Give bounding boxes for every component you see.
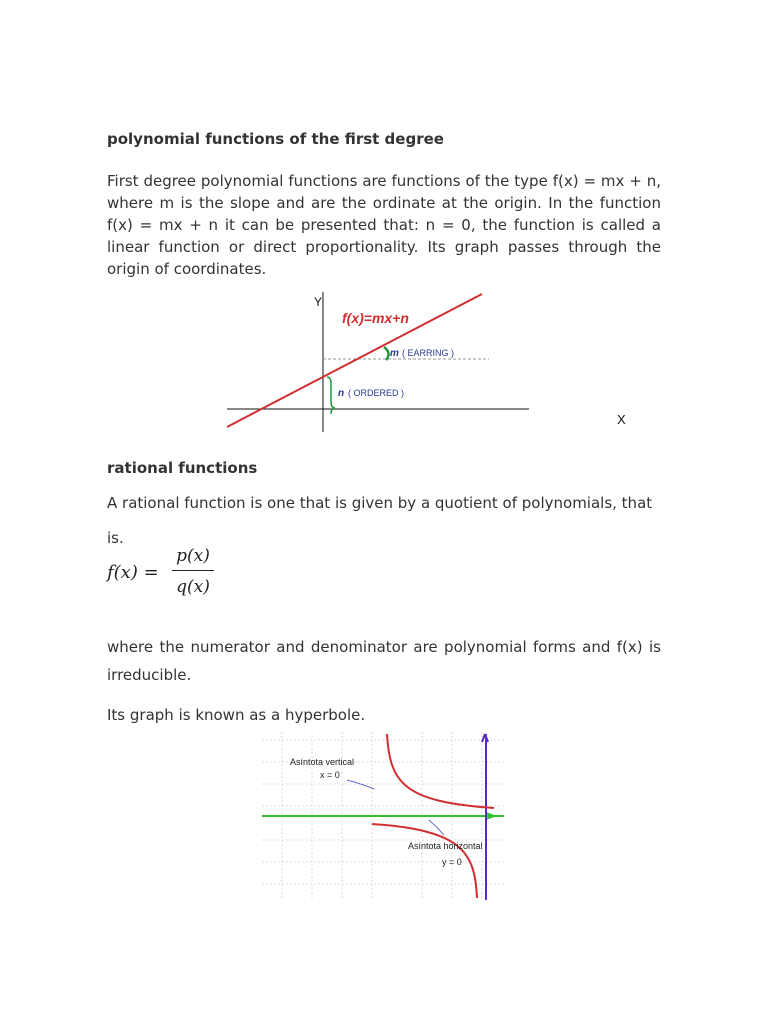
intercept-note: ( ORDERED ) — [348, 388, 404, 398]
linear-function-graph — [227, 292, 647, 440]
slope-letter: m — [390, 348, 399, 359]
y-axis-label: Y — [314, 295, 323, 309]
rational-intro-line: A rational function is one that is given by a quotient of polynomials, that — [107, 494, 653, 512]
horizontal-asymptote-equation: y = 0 — [442, 857, 462, 867]
heading-rational-functions: rational functions — [107, 459, 258, 477]
rational-intro-continued: is. — [107, 529, 124, 547]
rational-function-formula — [107, 540, 227, 602]
paragraph-first-degree: First degree polynomial functions are functions of the type f(x) = mx + n, where m is the slope and are the ordinate at the origin. In the function f(x) = mx + n it can be presented that: n = 0, the function is called a linear function or direct proportionality. Its graph passes through the origin of coordinates. — [107, 172, 661, 278]
hyperbola-graph — [262, 732, 504, 900]
function-label: f(x)=mx+n — [342, 310, 409, 326]
x-axis-label: X — [617, 412, 626, 427]
formula-numerator: p(x) — [176, 546, 210, 566]
intercept-letter: n — [338, 388, 345, 399]
formula-fraction-bar — [172, 570, 214, 571]
vertical-asymptote-equation: x = 0 — [320, 770, 340, 780]
intercept-brace — [327, 377, 335, 414]
formula-lhs: f(x) = — [107, 562, 159, 583]
hyperbole-note: Its graph is known as a hyperbole. — [107, 706, 366, 724]
horizontal-asymptote-label: Asíntota horizontal — [408, 841, 483, 851]
vertical-asymptote-label: Asíntota vertical — [290, 757, 355, 767]
hyperbola-branch-right — [387, 734, 494, 808]
formula-denominator: q(x) — [176, 577, 210, 597]
rational-explanation: where the numerator and denominator are polynomial forms and f(x) is irreducible. — [107, 638, 661, 684]
heading-polynomial-first-degree: polynomial functions of the first degree — [107, 130, 444, 148]
slope-angle-mark — [384, 347, 389, 360]
slope-note: ( EARRING ) — [402, 348, 455, 358]
